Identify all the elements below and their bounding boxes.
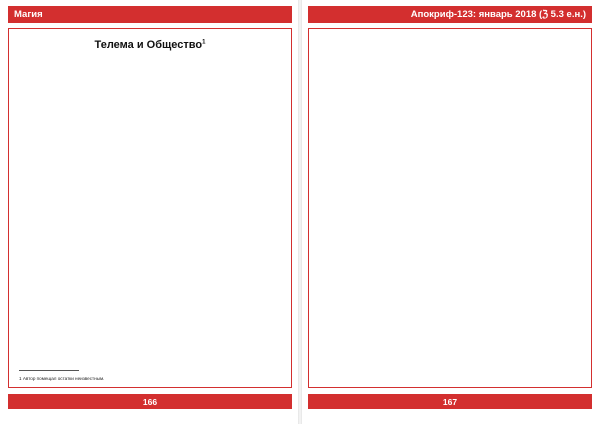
right-paragraph (319, 35, 581, 41)
footnote: 1 Автор помещал остатки неизвестным. (19, 376, 105, 381)
right-page-footer (308, 394, 592, 409)
left-page-content (8, 28, 292, 388)
footnote-divider (19, 370, 79, 371)
right-paragraph (319, 59, 581, 65)
left-paragraph (19, 65, 281, 71)
right-page-content (308, 28, 592, 388)
left-page-header (8, 6, 292, 23)
right-body-text (319, 35, 581, 65)
issue-title: Апокриф-123: январь 2018 (ℨ 5.3 е.н.) (410, 9, 586, 20)
left-body-text (19, 57, 281, 87)
page-number: 166 (142, 396, 158, 407)
right-page (302, 0, 600, 424)
section-title: Магия (14, 9, 43, 20)
right-paragraph (319, 51, 581, 57)
title-footnote-mark: 1 (202, 39, 206, 46)
left-paragraph (19, 57, 281, 63)
left-paragraph (19, 81, 281, 87)
article-title (19, 39, 281, 51)
right-page-header (308, 6, 592, 23)
page-number: 167 (442, 396, 458, 407)
article-title-text: Телема и Общество (94, 39, 203, 51)
right-paragraph (319, 43, 581, 49)
left-page-footer (8, 394, 292, 409)
left-page (0, 0, 298, 424)
left-paragraph (19, 73, 281, 79)
